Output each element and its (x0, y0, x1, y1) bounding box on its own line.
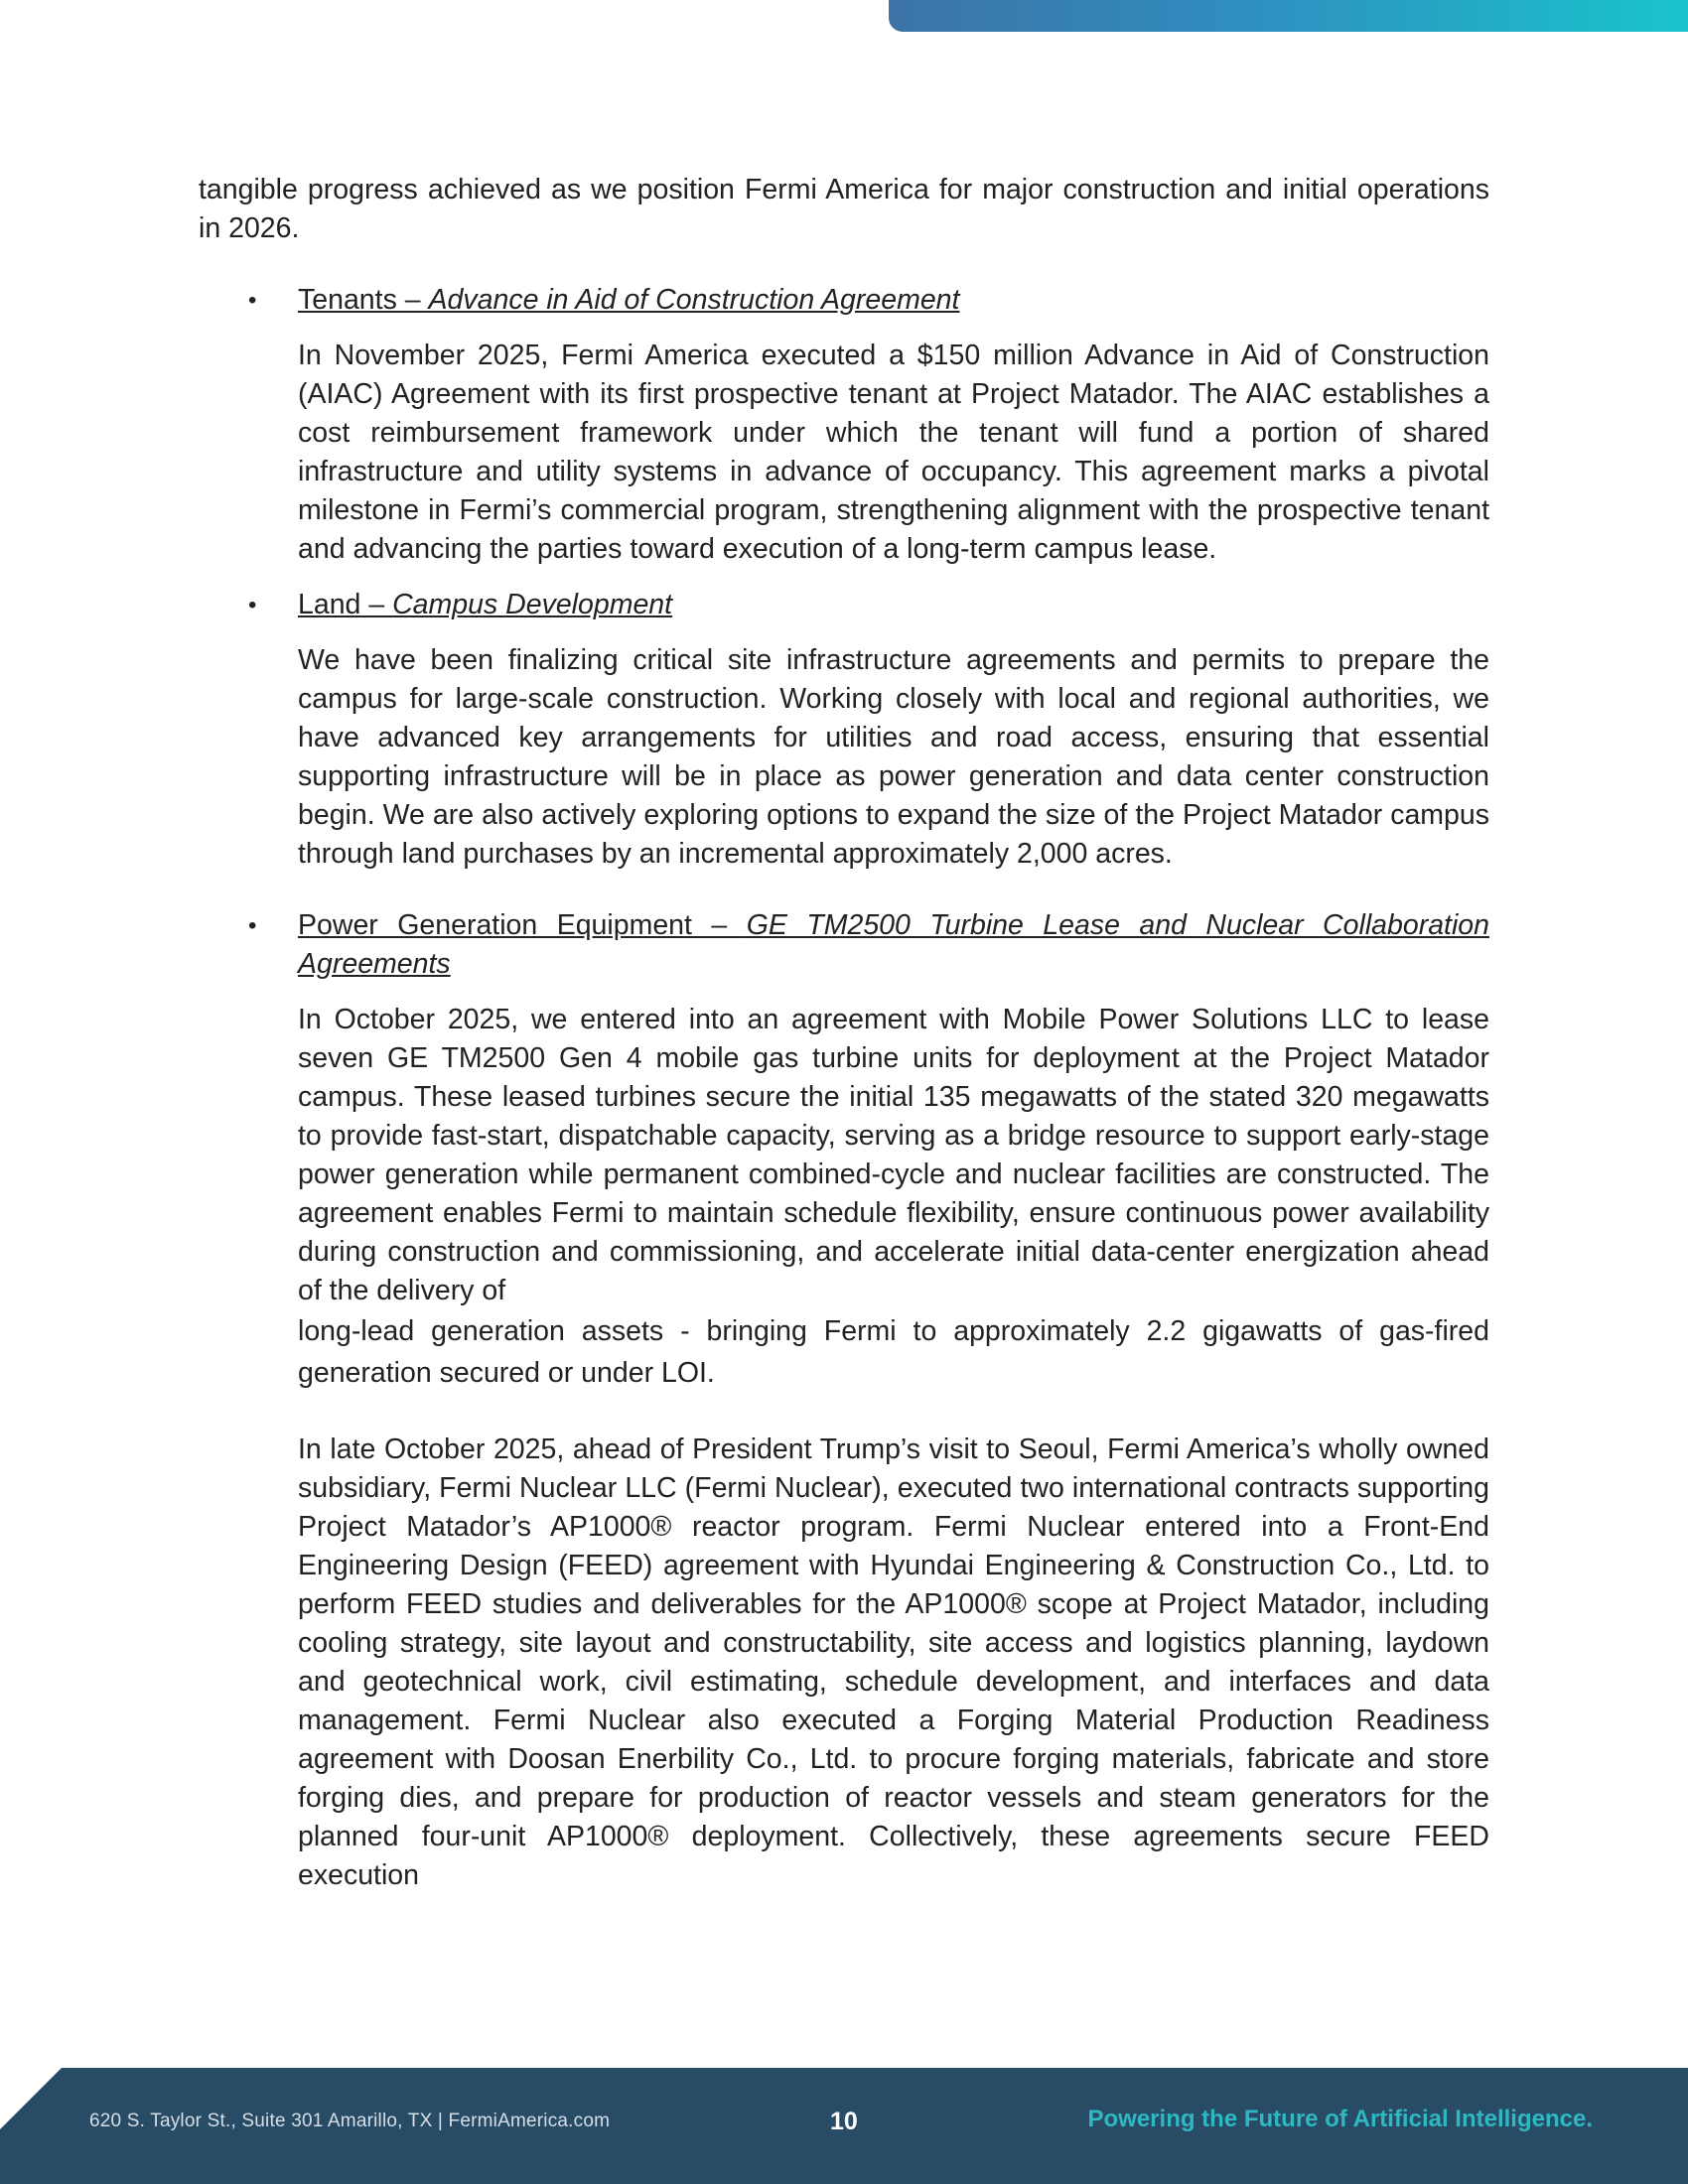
section-land (199, 586, 1489, 874)
footer-address: 620 S. Taylor St., Suite 301 Amarillo, TX | FermiAmerica.com (89, 2111, 611, 2131)
section-heading-power (298, 906, 1489, 984)
heading-italic: GE TM2500 Turbine Lease and Nuclear Collaboration Agreements (298, 909, 1489, 980)
section-body-power-1-tail: long-lead generation assets - bringing Fermi to approximately 2.2 gigawatts of gas-fired generation secured or under LOI. (298, 1315, 1489, 1389)
intro-paragraph: tangible progress achieved as we position Fermi America for major construction and initial operations in 2026. (199, 174, 1489, 244)
heading-italic: Advance in Aid of Construction Agreement (428, 284, 960, 316)
heading-plain: Land – (298, 589, 393, 620)
section-power-generation (199, 906, 1489, 1895)
heading-plain: Power Generation Equipment – (298, 909, 747, 941)
bullet-icon: • (248, 592, 257, 618)
bullet-icon: • (248, 912, 257, 939)
page-footer (0, 2068, 1688, 2184)
section-tenants (199, 281, 1489, 569)
footer-tagline: Powering the Future of Artificial Intelligence. (1087, 2106, 1593, 2132)
header-accent-bar (889, 0, 1688, 32)
heading-italic: Campus Development (392, 589, 673, 620)
heading-plain: Tenants – (298, 284, 429, 316)
section-body-power-2: In late October 2025, ahead of President Trump’s visit to Seoul, Fermi America’s wholly owned subsidiary, Fermi Nuclear LLC (Fermi Nuclear), executed two international contracts supporting Project Matador’s AP1000® reactor program. Fermi Nuclear entered into a Front-End Engineering Design (FEED) agreement with Hyundai Engineering & Construction Co., Ltd. to perform FEED studies and deliverables for the AP1000® scope at Project Matador, including cooling strategy, site layout and constructability, site access and logistics planning, laydown and geotechnical work, civil estimating, schedule development, and interfaces and data management. Fermi Nuclear also executed a Forging Material Production Readiness agreement with Doosan Enerbility Co., Ltd. to procure forging materials, fabricate and store forging dies, and prepare for production of reactor vessels and steam generators for the planned four-unit AP1000® deployment. Collectively, these agreements secure FEED execution (298, 1433, 1489, 1891)
section-heading-land (298, 586, 1489, 624)
document-body (199, 171, 1489, 1895)
section-body-tenants: In November 2025, Fermi America executed a $150 million Advance in Aid of Construction (AIAC) Agreement with its first prospective tenant at Project Matador. The AIAC establishes a cost reimbursement framework under which the tenant will fund a portion of shared infrastructure and utility systems in advance of occupancy. This agreement marks a pivotal milestone in Fermi’s commercial program, strengthening alignment with the prospective tenant and advancing the parties toward execution of a long-term campus lease. (298, 340, 1489, 565)
page-number: 10 (830, 2108, 858, 2135)
section-body-power-1: In October 2025, we entered into an agreement with Mobile Power Solutions LLC to lease seven GE TM2500 Gen 4 mobile gas turbine units for deployment at the Project Matador campus. These leased turbines secure the initial 135 megawatts of the stated 320 megawatts to provide fast-start, dispatchable capacity, serving as a bridge resource to support early-stage power generation while permanent combined-cycle and nuclear facilities are constructed. The agreement enables Fermi to maintain schedule flexibility, ensure continuous power availability during construction and commissioning, and accelerate initial data-center energization ahead of the delivery of (298, 1004, 1489, 1306)
section-body-land: We have been finalizing critical site infrastructure agreements and permits to prepare the campus for large-scale construction. Working closely with local and regional authorities, we have advanced key arrangements for utilities and road access, ensuring that essential supporting infrastructure will be in place as power generation and data center construction begin. We are also actively exploring options to expand the size of the Project Matador campus through land purchases by an incremental approximately 2,000 acres. (298, 644, 1489, 870)
section-heading-tenants (298, 281, 1489, 320)
bullet-icon: • (248, 287, 257, 314)
